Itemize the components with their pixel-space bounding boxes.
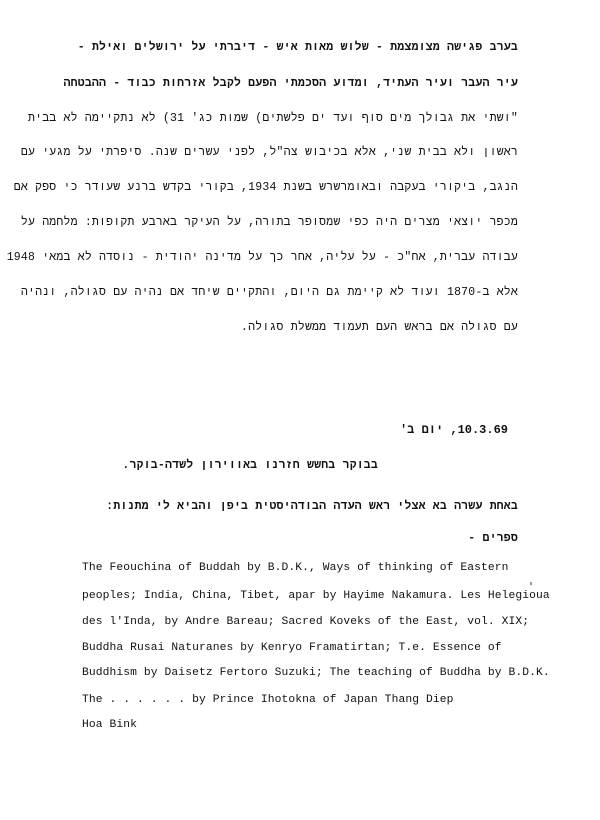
books-label: ספרים -	[468, 532, 518, 545]
visit-line: באחת עשרה בא אצלי ראש העדה הבודהיסטית ביפן והביא לי מתנות:	[106, 500, 518, 513]
book-list-line-1: The Feouchina of Buddah by B.D.K., Ways of thinking of Eastern	[82, 562, 509, 574]
paragraph-line-2: עיר העבר ועיר העתיד, ומדוע הסכמתי הפעם לקבל אזרחות כבוד - ההבטחה	[63, 77, 518, 90]
book-list-line-4: Buddha Rusai Naturanes by Kenryo Framatirtan; T.e. Essence of	[82, 642, 502, 654]
date-heading: 10.3.69, יום ב'	[399, 423, 508, 437]
paragraph-line-3: "ושתי את גבולך מים סוף ועד ים פלשתים) שמות כג' 31) לא נתקיימה לא בבית	[28, 112, 518, 125]
paragraph-line-8: אלא ב-1870 ועוד לא קיימת גם היום, והתקיים שיחד אם נהיה עם סגולה, ונהיה	[20, 286, 518, 299]
morning-line: בבוקר בחשש חזרנו באווירון לשדה-בוקר.	[122, 459, 378, 472]
paragraph-line-7: עבודה עברית, אח"כ - על עליה, אחר כך על מדינה יהודית - נוסדה לא במאי 1948	[6, 251, 518, 264]
paragraph-line-6: מכפר יוצאי מצרים היה כפי שמסופר בתורה, על העיקר בארבע תקופות: מלחמה על	[20, 216, 518, 229]
book-list-line-5: Buddhism by Daisetz Fertoro Suzuki; The teaching of Buddha by B.D.K.	[82, 667, 550, 679]
book-list-line-3: des l'Inda, by Andre Bareau; Sacred Koveks of the East, vol. XIX;	[82, 616, 530, 628]
paragraph-line-4: ראשון ולא בבית שני, אלא בכיבוש צה"ל, לפני עשרים שנה. סיפרתי על מגעי עם	[20, 146, 518, 159]
book-list-line-6: The . . . . . . by Prince Ihotokna of Japan Thang Diep	[82, 694, 454, 706]
paragraph-line-5: הנגב, ביקורי בעקבה ובאומרשרש בשנת 1934, בקורי בקדש ברנע שעודר כי ספק אם	[13, 181, 518, 194]
paragraph-line-9: עם סגולה אם בראש העם תעמוד ממשלת סגולה.	[241, 321, 518, 334]
book-list-line-7: Hoa Bink	[82, 719, 138, 731]
paragraph-line-1: בערב פגישה מצומצמת - שלוש מאות איש - דיברתי על ירושלים ואילת -	[77, 41, 518, 54]
margin-mark: י	[528, 581, 535, 592]
book-list-line-2: peoples; India, China, Tibet, apar by Hayime Nakamura. Les Helegioua	[82, 590, 550, 602]
